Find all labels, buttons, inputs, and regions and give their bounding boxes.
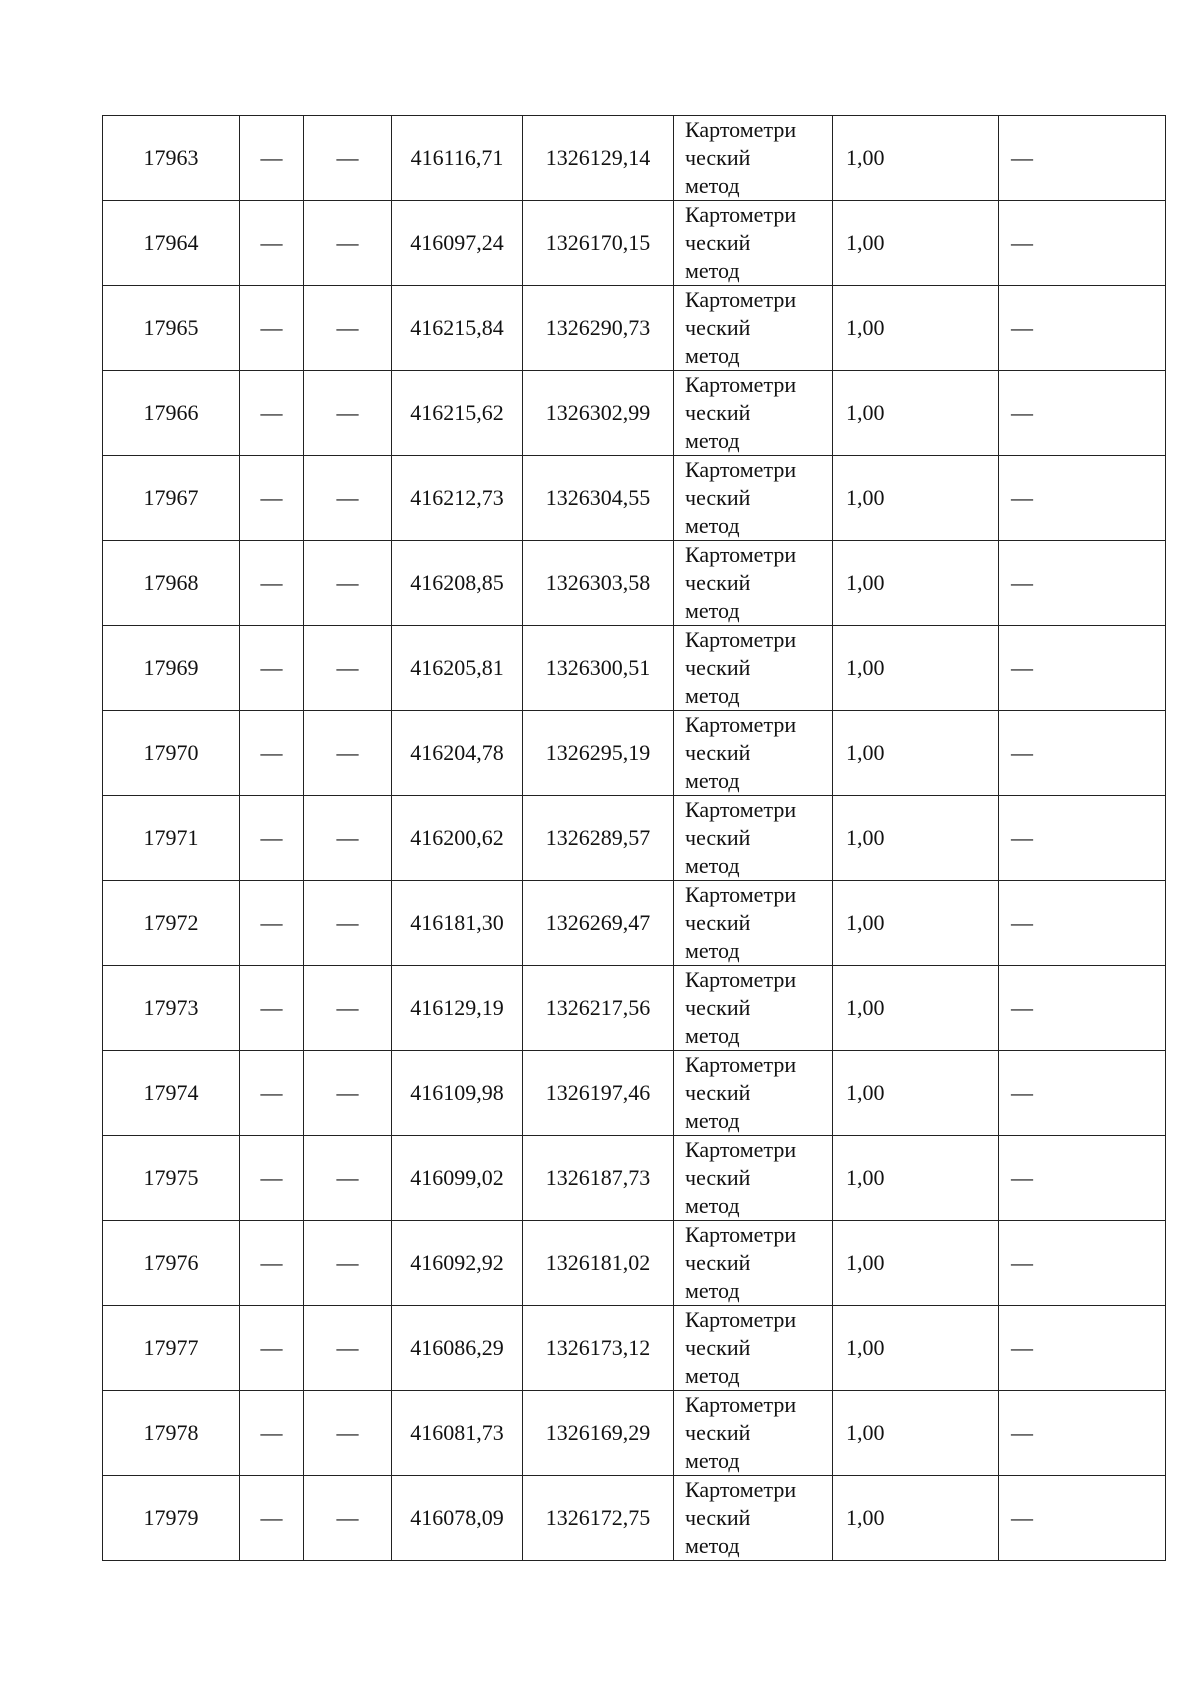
description-cell: — xyxy=(999,1221,1166,1306)
point-number-cell: 17971 xyxy=(103,796,240,881)
accuracy-cell: 1,00 xyxy=(833,626,999,711)
method-text-line: ческий xyxy=(685,230,751,255)
empty-x-cell: — xyxy=(240,881,304,966)
method-text-line: ческий xyxy=(685,655,751,680)
y-coordinate-cell: 1326303,58 xyxy=(523,541,674,626)
method-text-line: ческий xyxy=(685,910,751,935)
description-cell: — xyxy=(999,881,1166,966)
y-coordinate-cell: 1326217,56 xyxy=(523,966,674,1051)
accuracy-cell: 1,00 xyxy=(833,1391,999,1476)
method-cell xyxy=(674,796,833,881)
accuracy-cell: 1,00 xyxy=(833,1051,999,1136)
table-row xyxy=(103,626,1166,711)
table-row xyxy=(103,456,1166,541)
empty-x-cell: — xyxy=(240,1476,304,1561)
y-coordinate-cell: 1326302,99 xyxy=(523,371,674,456)
empty-y-cell: — xyxy=(304,286,392,371)
method-text-line: Картометри xyxy=(685,1477,797,1502)
empty-x-cell: — xyxy=(240,1391,304,1476)
empty-x-cell: — xyxy=(240,1221,304,1306)
method-text-line: Картометри xyxy=(685,457,797,482)
method-text-line: ческий xyxy=(685,485,751,510)
method-cell xyxy=(674,116,833,201)
x-coordinate-cell: 416181,30 xyxy=(392,881,523,966)
method-text-line: метод xyxy=(685,853,740,878)
method-text-line: метод xyxy=(685,1193,740,1218)
method-text-line: метод xyxy=(685,428,740,453)
method-text-line: Картометри xyxy=(685,117,797,142)
accuracy-cell: 1,00 xyxy=(833,286,999,371)
method-text-line: Картометри xyxy=(685,1052,797,1077)
empty-y-cell: — xyxy=(304,881,392,966)
y-coordinate-cell: 1326269,47 xyxy=(523,881,674,966)
x-coordinate-cell: 416099,02 xyxy=(392,1136,523,1221)
description-cell: — xyxy=(999,201,1166,286)
coordinates-table xyxy=(102,115,1166,1561)
method-text-line: метод xyxy=(685,1363,740,1388)
method-text-line: ческий xyxy=(685,570,751,595)
empty-y-cell: — xyxy=(304,371,392,456)
y-coordinate-cell: 1326289,57 xyxy=(523,796,674,881)
point-number-cell: 17965 xyxy=(103,286,240,371)
x-coordinate-cell: 416204,78 xyxy=(392,711,523,796)
empty-x-cell: — xyxy=(240,456,304,541)
empty-y-cell: — xyxy=(304,1306,392,1391)
accuracy-cell: 1,00 xyxy=(833,1221,999,1306)
method-text-line: Картометри xyxy=(685,1137,797,1162)
description-cell: — xyxy=(999,1391,1166,1476)
empty-x-cell: — xyxy=(240,626,304,711)
point-number-cell: 17964 xyxy=(103,201,240,286)
description-cell: — xyxy=(999,1136,1166,1221)
method-text-line: Картометри xyxy=(685,967,797,992)
method-cell xyxy=(674,1391,833,1476)
empty-y-cell: — xyxy=(304,541,392,626)
accuracy-cell: 1,00 xyxy=(833,711,999,796)
method-cell xyxy=(674,881,833,966)
accuracy-cell: 1,00 xyxy=(833,116,999,201)
description-cell: — xyxy=(999,796,1166,881)
method-text-line: ческий xyxy=(685,1505,751,1530)
method-text-line: Картометри xyxy=(685,882,797,907)
method-text-line: ческий xyxy=(685,740,751,765)
x-coordinate-cell: 416208,85 xyxy=(392,541,523,626)
accuracy-cell: 1,00 xyxy=(833,371,999,456)
method-text-line: метод xyxy=(685,173,740,198)
empty-y-cell: — xyxy=(304,456,392,541)
method-text-line: Картометри xyxy=(685,712,797,737)
y-coordinate-cell: 1326295,19 xyxy=(523,711,674,796)
empty-x-cell: — xyxy=(240,1306,304,1391)
accuracy-cell: 1,00 xyxy=(833,541,999,626)
method-text-line: метод xyxy=(685,1533,740,1558)
x-coordinate-cell: 416215,62 xyxy=(392,371,523,456)
point-number-cell: 17966 xyxy=(103,371,240,456)
table-row xyxy=(103,371,1166,456)
method-text-line: метод xyxy=(685,1278,740,1303)
method-text-line: Картометри xyxy=(685,797,797,822)
point-number-cell: 17977 xyxy=(103,1306,240,1391)
method-text-line: метод xyxy=(685,938,740,963)
x-coordinate-cell: 416116,71 xyxy=(392,116,523,201)
description-cell: — xyxy=(999,456,1166,541)
table-row xyxy=(103,1391,1166,1476)
table-row xyxy=(103,711,1166,796)
method-text-line: ческий xyxy=(685,825,751,850)
empty-y-cell: — xyxy=(304,1391,392,1476)
point-number-cell: 17974 xyxy=(103,1051,240,1136)
method-text-line: метод xyxy=(685,1448,740,1473)
description-cell: — xyxy=(999,1476,1166,1561)
empty-x-cell: — xyxy=(240,711,304,796)
empty-y-cell: — xyxy=(304,1051,392,1136)
method-text-line: метод xyxy=(685,258,740,283)
point-number-cell: 17970 xyxy=(103,711,240,796)
empty-y-cell: — xyxy=(304,966,392,1051)
x-coordinate-cell: 416109,98 xyxy=(392,1051,523,1136)
method-text-line: метод xyxy=(685,768,740,793)
y-coordinate-cell: 1326170,15 xyxy=(523,201,674,286)
method-text-line: ческий xyxy=(685,1335,751,1360)
description-cell: — xyxy=(999,541,1166,626)
y-coordinate-cell: 1326300,51 xyxy=(523,626,674,711)
point-number-cell: 17978 xyxy=(103,1391,240,1476)
method-text-line: Картометри xyxy=(685,1222,797,1247)
y-coordinate-cell: 1326187,73 xyxy=(523,1136,674,1221)
method-text-line: ческий xyxy=(685,1165,751,1190)
point-number-cell: 17967 xyxy=(103,456,240,541)
table-row xyxy=(103,116,1166,201)
method-cell xyxy=(674,541,833,626)
y-coordinate-cell: 1326169,29 xyxy=(523,1391,674,1476)
accuracy-cell: 1,00 xyxy=(833,796,999,881)
empty-x-cell: — xyxy=(240,1136,304,1221)
description-cell: — xyxy=(999,286,1166,371)
method-cell xyxy=(674,456,833,541)
empty-y-cell: — xyxy=(304,1221,392,1306)
table-row xyxy=(103,541,1166,626)
accuracy-cell: 1,00 xyxy=(833,1476,999,1561)
empty-y-cell: — xyxy=(304,796,392,881)
method-text-line: метод xyxy=(685,1108,740,1133)
method-cell xyxy=(674,201,833,286)
point-number-cell: 17973 xyxy=(103,966,240,1051)
x-coordinate-cell: 416086,29 xyxy=(392,1306,523,1391)
description-cell: — xyxy=(999,711,1166,796)
accuracy-cell: 1,00 xyxy=(833,201,999,286)
y-coordinate-cell: 1326304,55 xyxy=(523,456,674,541)
point-number-cell: 17975 xyxy=(103,1136,240,1221)
accuracy-cell: 1,00 xyxy=(833,881,999,966)
method-cell xyxy=(674,1476,833,1561)
method-text-line: Картометри xyxy=(685,372,797,397)
x-coordinate-cell: 416212,73 xyxy=(392,456,523,541)
description-cell: — xyxy=(999,1306,1166,1391)
method-text-line: метод xyxy=(685,683,740,708)
method-text-line: ческий xyxy=(685,315,751,340)
accuracy-cell: 1,00 xyxy=(833,1306,999,1391)
empty-x-cell: — xyxy=(240,796,304,881)
empty-x-cell: — xyxy=(240,286,304,371)
table-row xyxy=(103,796,1166,881)
method-text-line: ческий xyxy=(685,995,751,1020)
x-coordinate-cell: 416215,84 xyxy=(392,286,523,371)
empty-x-cell: — xyxy=(240,371,304,456)
table-row xyxy=(103,1051,1166,1136)
empty-x-cell: — xyxy=(240,1051,304,1136)
table-row xyxy=(103,1476,1166,1561)
method-text-line: метод xyxy=(685,513,740,538)
table-body xyxy=(103,116,1166,1561)
y-coordinate-cell: 1326197,46 xyxy=(523,1051,674,1136)
method-text-line: метод xyxy=(685,343,740,368)
description-cell: — xyxy=(999,626,1166,711)
empty-y-cell: — xyxy=(304,201,392,286)
method-text-line: метод xyxy=(685,1023,740,1048)
method-text-line: Картометри xyxy=(685,1392,797,1417)
method-text-line: ческий xyxy=(685,1250,751,1275)
y-coordinate-cell: 1326173,12 xyxy=(523,1306,674,1391)
point-number-cell: 17972 xyxy=(103,881,240,966)
empty-x-cell: — xyxy=(240,541,304,626)
method-text-line: ческий xyxy=(685,145,751,170)
table-row xyxy=(103,1306,1166,1391)
method-cell xyxy=(674,626,833,711)
y-coordinate-cell: 1326129,14 xyxy=(523,116,674,201)
x-coordinate-cell: 416205,81 xyxy=(392,626,523,711)
method-cell xyxy=(674,966,833,1051)
method-cell xyxy=(674,1221,833,1306)
method-text-line: Картометри xyxy=(685,202,797,227)
table-row xyxy=(103,201,1166,286)
method-text-line: ческий xyxy=(685,1080,751,1105)
empty-x-cell: — xyxy=(240,116,304,201)
description-cell: — xyxy=(999,371,1166,456)
table-row xyxy=(103,1136,1166,1221)
method-cell xyxy=(674,1136,833,1221)
empty-y-cell: — xyxy=(304,711,392,796)
accuracy-cell: 1,00 xyxy=(833,966,999,1051)
empty-y-cell: — xyxy=(304,1136,392,1221)
y-coordinate-cell: 1326181,02 xyxy=(523,1221,674,1306)
table-row xyxy=(103,286,1166,371)
x-coordinate-cell: 416092,92 xyxy=(392,1221,523,1306)
x-coordinate-cell: 416078,09 xyxy=(392,1476,523,1561)
method-cell xyxy=(674,1306,833,1391)
empty-y-cell: — xyxy=(304,116,392,201)
description-cell: — xyxy=(999,116,1166,201)
method-text-line: Картометри xyxy=(685,1307,797,1332)
table-row xyxy=(103,881,1166,966)
x-coordinate-cell: 416200,62 xyxy=(392,796,523,881)
point-number-cell: 17969 xyxy=(103,626,240,711)
accuracy-cell: 1,00 xyxy=(833,456,999,541)
point-number-cell: 17976 xyxy=(103,1221,240,1306)
x-coordinate-cell: 416129,19 xyxy=(392,966,523,1051)
method-text-line: ческий xyxy=(685,1420,751,1445)
point-number-cell: 17968 xyxy=(103,541,240,626)
method-text-line: Картометри xyxy=(685,627,797,652)
empty-y-cell: — xyxy=(304,1476,392,1561)
point-number-cell: 17979 xyxy=(103,1476,240,1561)
empty-x-cell: — xyxy=(240,966,304,1051)
method-text-line: Картометри xyxy=(685,542,797,567)
description-cell: — xyxy=(999,966,1166,1051)
method-cell xyxy=(674,1051,833,1136)
method-cell xyxy=(674,371,833,456)
method-text-line: метод xyxy=(685,598,740,623)
y-coordinate-cell: 1326172,75 xyxy=(523,1476,674,1561)
method-cell xyxy=(674,286,833,371)
point-number-cell: 17963 xyxy=(103,116,240,201)
x-coordinate-cell: 416097,24 xyxy=(392,201,523,286)
method-text-line: ческий xyxy=(685,400,751,425)
method-cell xyxy=(674,711,833,796)
description-cell: — xyxy=(999,1051,1166,1136)
y-coordinate-cell: 1326290,73 xyxy=(523,286,674,371)
method-text-line: Картометри xyxy=(685,287,797,312)
table-row xyxy=(103,966,1166,1051)
accuracy-cell: 1,00 xyxy=(833,1136,999,1221)
table-row xyxy=(103,1221,1166,1306)
x-coordinate-cell: 416081,73 xyxy=(392,1391,523,1476)
empty-x-cell: — xyxy=(240,201,304,286)
empty-y-cell: — xyxy=(304,626,392,711)
